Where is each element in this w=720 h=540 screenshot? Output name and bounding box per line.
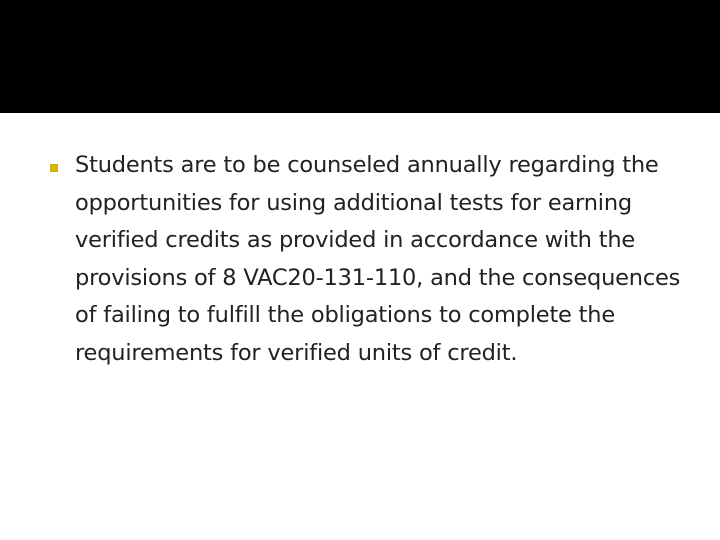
- title-band: [0, 0, 720, 113]
- bullet-item: [50, 147, 690, 373]
- bullet-text: Students are to be counseled annually regarding the opportunities for using additional tests for earning verified credits as provided in accordance with the provisions of 8 VAC20-131-110, and the consequences of failing to fulfill the obligations to complete the requirements for verified units of credit.: [75, 152, 681, 366]
- slide-content: [50, 147, 690, 373]
- square-bullet-icon: [50, 164, 58, 172]
